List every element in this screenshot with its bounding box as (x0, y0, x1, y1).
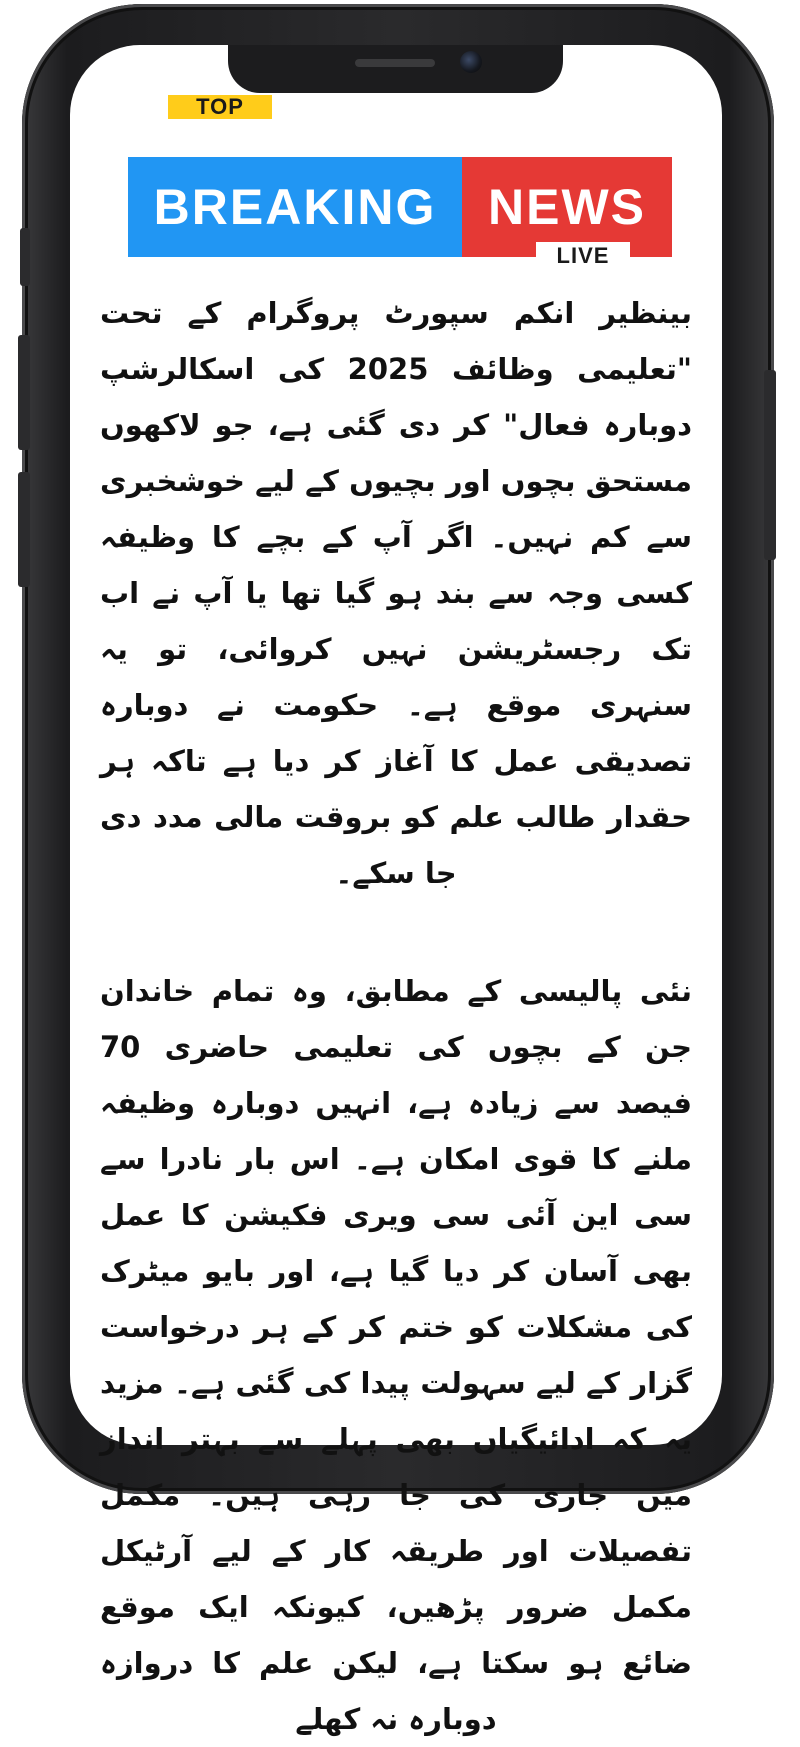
top-label: TOP (168, 95, 272, 119)
article-body (100, 285, 692, 1747)
volume-up-button (18, 335, 30, 450)
breaking-news-banner (128, 95, 671, 270)
volume-down-button (18, 472, 30, 587)
notch (228, 45, 563, 93)
power-button (764, 370, 776, 560)
paragraph-spacer (100, 901, 692, 963)
live-label: LIVE (536, 242, 630, 270)
speaker-grille (355, 59, 435, 67)
front-camera-icon (460, 51, 482, 73)
article-paragraph-2: نئی پالیسی کے مطابق، وہ تمام خاندان جن کے بچوں کی تعلیمی حاضری 70 فیصد سے زیادہ ہے، انہیں دوبارہ وظیفہ ملنے کا قوی امکان ہے۔ اس بار نادرا سے سی این آئی سی ویری فکیشن کا عمل بھی آسان کر دیا گیا ہے، اور بایو میٹرک کی مشکلات کو ختم کر کے ہر درخواست گزار کے لیے سہولت پیدا کی گئی ہے۔ مزید یہ کہ ادائیگیاں بھی پہلے سے بہتر انداز میں جاری کی جا رہی ہیں۔ مکمل تفصیلات اور طریقہ کار کے لیے آرٹیکل مکمل ضرور پڑھیں، کیونکہ ایک موقع ضائع ہو سکتا ہے، لیکن علم کا دروازہ دوبارہ نہ کھلے (100, 974, 692, 1736)
news-label: NEWS (462, 157, 672, 257)
breaking-label: BREAKING (128, 157, 462, 257)
article-paragraph-1: بینظیر انکم سپورٹ پروگرام کے تحت "تعلیمی وظائف 2025 کی اسکالرشپ دوبارہ فعال" کر دی گئی ہے، جو لاکھوں مستحق بچوں اور بچیوں کے لیے خوشخبری سے کم نہیں۔ اگر آپ کے بچے کا وظیفہ کسی وجہ سے بند ہو گیا تھا یا آپ نے اب تک رجسٹریشن نہیں کروائی، تو یہ سنہری موقع ہے۔ حکومت نے دوبارہ تصدیقی عمل کا آغاز کر دیا ہے تاکہ ہر حقدار طالب علم کو بروقت مالی مدد دی جا سکے۔ (100, 296, 692, 890)
silent-switch (20, 228, 30, 286)
phone-screen (70, 45, 722, 1736)
